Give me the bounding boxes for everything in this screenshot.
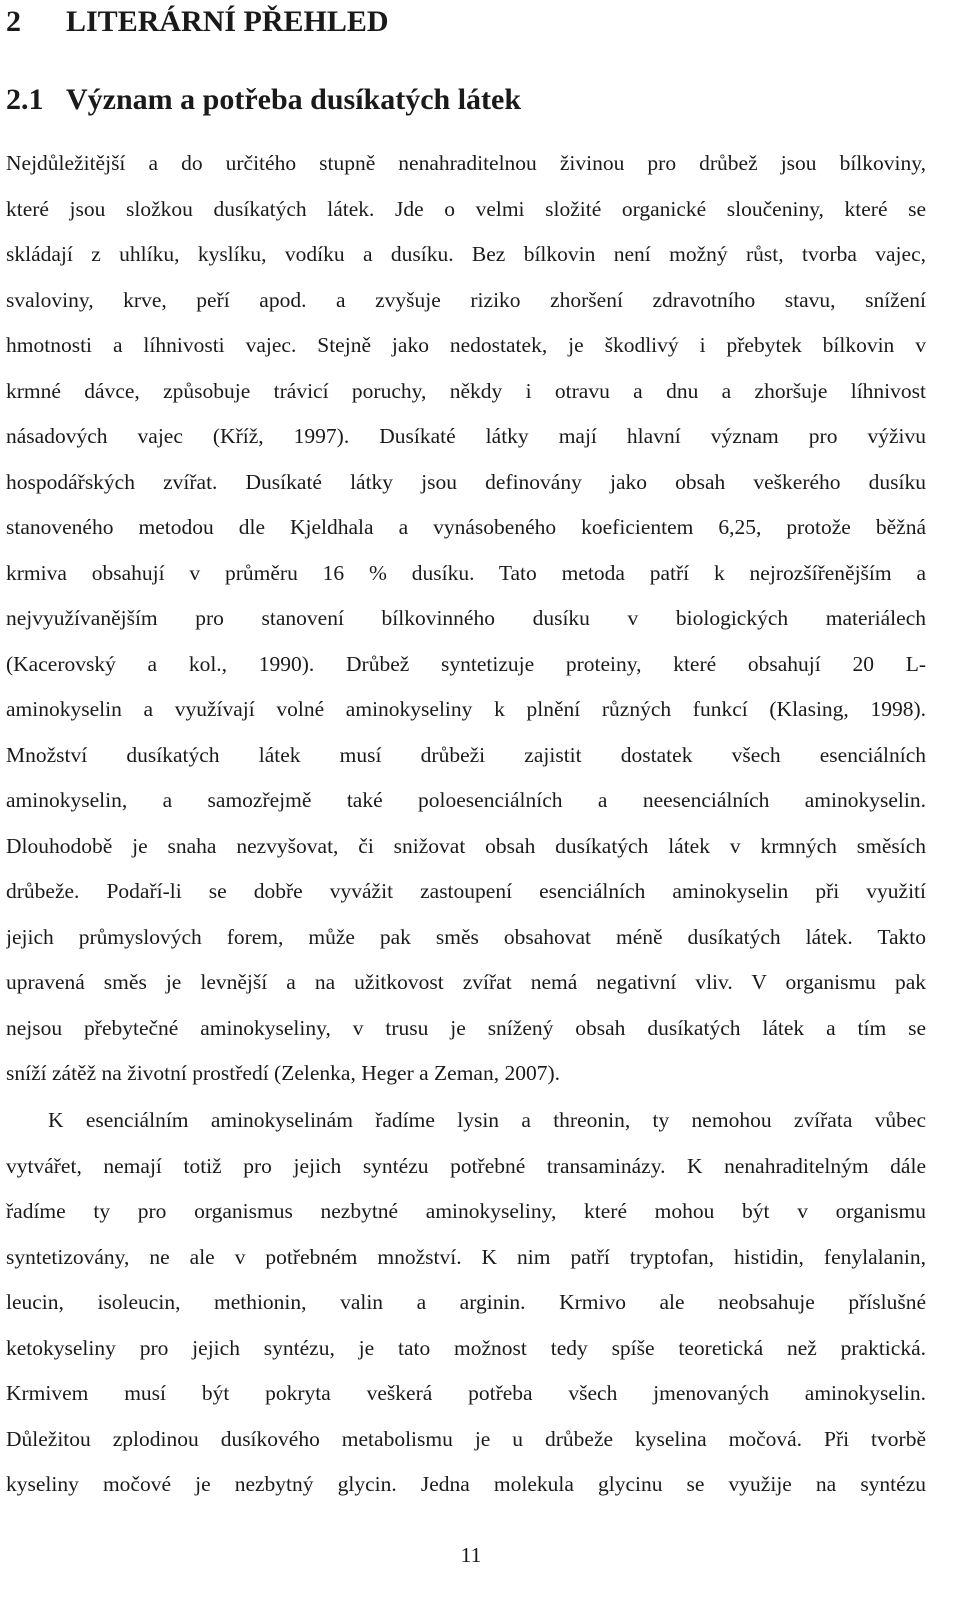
chapter-heading	[6, 2, 389, 42]
text-line: stanoveného metodou dle Kjeldhala a vynásobeného koeficientem 6,25, protože běžná	[6, 515, 926, 539]
text-line: nejvyužívanějším pro stanovení bílkovinného dusíku v biologických materiálech	[6, 606, 926, 630]
text-line: krmné dávce, způsobuje trávicí poruchy, někdy i otravu a dnu a zhoršuje líhnivost	[6, 378, 926, 403]
text-line: hmotnosti a líhnivosti vajec. Stejně jako nedostatek, je škodlivý i přebytek bílkovin v	[6, 333, 926, 357]
text-line: násadových vajec (Kříž, 1997). Dusíkaté látky mají hlavní význam pro výživu	[6, 424, 926, 448]
chapter-title: LITERÁRNÍ PŘEHLED	[66, 5, 389, 38]
text-line: Důležitou zplodinou dusíkového metabolismu je u drůbeže kyselina močová. Při tvorbě	[6, 1426, 926, 1451]
text-line: které jsou složkou dusíkatých látek. Jde o velmi složité organické sloučeniny, které se	[6, 196, 926, 221]
text-line: K esenciálním aminokyselinám řadíme lysin a threonin, ty nemohou zvířata vůbec	[48, 1108, 926, 1132]
text-line: ketokyseliny pro jejich syntézu, je tato možnost tedy spíše teoretická než praktická.	[6, 1335, 926, 1360]
text-line: drůbeže. Podaří-li se dobře vyvážit zastoupení esenciálních aminokyselin při využití	[6, 879, 926, 903]
text-line: aminokyselin, a samozřejmě také poloesenciálních a neesenciálních aminokyselin.	[6, 788, 926, 812]
text-line: Nejdůležitější a do určitého stupně nenahraditelnou živinou pro drůbež jsou bílkoviny,	[6, 151, 926, 175]
text-line: krmiva obsahují v průměru 16 % dusíku. Tato metoda patří k nejrozšířenějším a	[6, 560, 926, 585]
page-number: 11	[460, 1543, 482, 1567]
text-line: upravená směs je levnější a na užitkovost zvířat nemá negativní vliv. V organismu pak	[6, 970, 926, 994]
section-title: Význam a potřeba dusíkatých látek	[66, 83, 522, 116]
section-heading	[6, 80, 521, 120]
text-line: kyseliny močové je nezbytný glycin. Jedna molekula glycinu se využije na syntézu	[6, 1472, 926, 1496]
paragraph-1	[6, 141, 926, 1097]
paragraph-2	[6, 1098, 926, 1508]
text-line: skládají z uhlíku, kyslíku, vodíku a dusíku. Bez bílkovin není možný růst, tvorba vajec,	[6, 242, 926, 266]
text-line: řadíme ty pro organismus nezbytné aminokyseliny, které mohou být v organismu	[6, 1199, 926, 1223]
text-line: vytvářet, nemají totiž pro jejich syntézu potřebné transaminázy. K nenahraditelným dále	[6, 1153, 926, 1178]
text-line: Dlouhodobě je snaha nezvyšovat, či snižovat obsah dusíkatých látek v krmných směsích	[6, 833, 926, 858]
text-line: sníží zátěž na životní prostředí (Zelenka, Heger a Zeman, 2007).	[6, 1061, 560, 1085]
text-line: jejich průmyslových forem, může pak směs obsahovat méně dusíkatých látek. Takto	[6, 924, 926, 949]
text-line: svaloviny, krve, peří apod. a zvyšuje riziko zhoršení zdravotního stavu, snížení	[6, 287, 926, 312]
text-line: syntetizovány, ne ale v potřebném množství. K nim patří tryptofan, histidin, fenylalanin,	[6, 1244, 926, 1269]
text-line: (Kacerovský a kol., 1990). Drůbež syntetizuje proteiny, které obsahují 20 L-	[6, 651, 926, 676]
text-line: nejsou přebytečné aminokyseliny, v trusu je snížený obsah dusíkatých látek a tím se	[6, 1015, 926, 1040]
chapter-number: 2	[6, 5, 21, 38]
text-line: hospodářských zvířat. Dusíkaté látky jsou definovány jako obsah veškerého dusíku	[6, 469, 926, 494]
text-line: aminokyselin a využívají volné aminokyseliny k plnění různých funkcí (Klasing, 1998).	[6, 697, 926, 721]
text-line: leucin, isoleucin, methionin, valin a arginin. Krmivo ale neobsahuje příslušné	[6, 1290, 926, 1314]
text-line: Množství dusíkatých látek musí drůbeži zajistit dostatek všech esenciálních	[6, 742, 926, 767]
section-number: 2.1	[6, 83, 44, 116]
text-line: Krmivem musí být pokryta veškerá potřeba všech jmenovaných aminokyselin.	[6, 1381, 926, 1405]
